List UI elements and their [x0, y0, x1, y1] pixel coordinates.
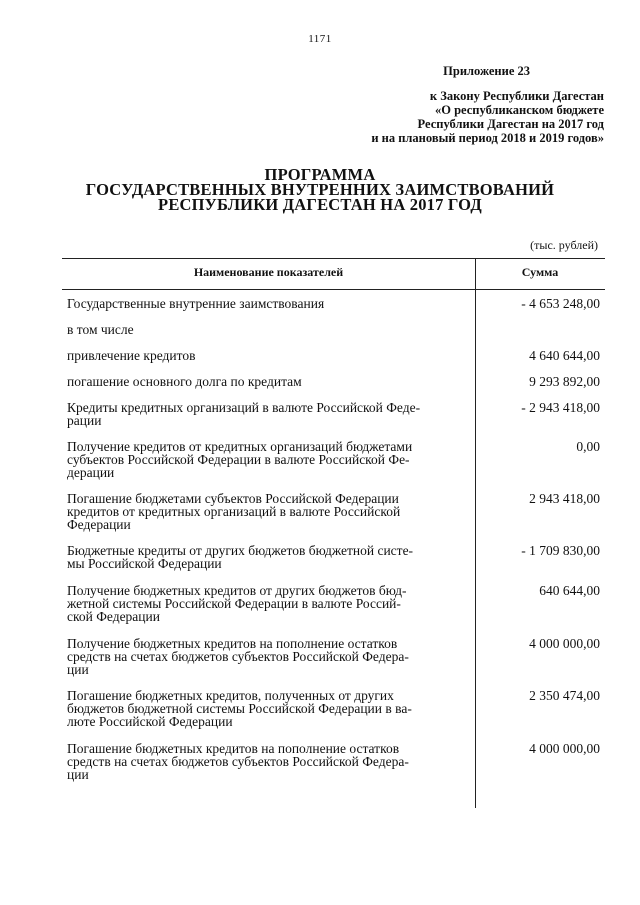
- annex-line: «О республиканском бюджете: [435, 103, 604, 117]
- row-label: Получение кредитов от кредитных организаций бюджетами субъектов Российской Федерации в валюте Российской Фе- дерации: [67, 439, 413, 480]
- row-label: Кредиты кредитных организаций в валюте Российской Феде- рации: [67, 400, 421, 428]
- annex-line: Республики Дагестан на 2017 год: [417, 117, 604, 131]
- annex-title: Приложение 23: [443, 64, 530, 78]
- row-value: - 2 943 418,00: [521, 400, 600, 415]
- row-value: 0,00: [576, 439, 600, 454]
- table-column-divider: [475, 258, 476, 808]
- annex-block: [371, 64, 604, 145]
- annex-line: и на плановый период 2018 и 2019 годов»: [371, 131, 604, 145]
- row-value: 2 943 418,00: [529, 491, 600, 506]
- column-header-sum: Сумма: [521, 265, 559, 279]
- row-label: Погашение бюджетных кредитов на пополнение остатков средств на счетах бюджетов субъектов Российской Федера- ции: [67, 741, 409, 782]
- row-label: Погашение бюджетами субъектов Российской Федерации кредитов от кредитных организаций в валюте Российской Федерации: [67, 491, 401, 532]
- row-value: - 1 709 830,00: [521, 543, 600, 558]
- table-header-border: [62, 289, 605, 290]
- row-value: 2 350 474,00: [529, 688, 600, 703]
- row-value: 4 640 644,00: [529, 348, 600, 363]
- units-label: (тыс. рублей): [530, 238, 598, 252]
- program-title: [0, 167, 640, 212]
- row-label: привлечение кредитов: [67, 348, 196, 363]
- row-label: Получение бюджетных кредитов на пополнение остатков средств на счетах бюджетов субъектов Российской Федера- ции: [67, 636, 409, 677]
- row-label: Государственные внутренние заимствования: [67, 296, 325, 311]
- row-value: 4 000 000,00: [529, 741, 600, 756]
- row-value: - 4 653 248,00: [521, 296, 600, 311]
- page-number: 1171: [308, 33, 332, 45]
- row-label: Бюджетные кредиты от других бюджетов бюджетной систе- мы Российской Федерации: [67, 543, 414, 571]
- program-title-line: ГОСУДАРСТВЕННЫХ ВНУТРЕННИХ ЗАИМСТВОВАНИЙ: [85, 180, 555, 199]
- program-title-line: ПРОГРАММА: [264, 165, 376, 184]
- row-label: Получение бюджетных кредитов от других бюджетов бюд- жетной системы Российской Федерации в валюте Россий- ской Федерации: [67, 583, 407, 624]
- row-label: погашение основного долга по кредитам: [67, 374, 302, 389]
- program-title-line: РЕСПУБЛИКИ ДАГЕСТАН НА 2017 ГОД: [158, 195, 482, 214]
- table-top-border: [62, 258, 605, 259]
- row-value: 640 644,00: [539, 583, 600, 598]
- row-label: в том числе: [67, 322, 134, 337]
- column-header-name: Наименование показателей: [193, 265, 344, 279]
- annex-line: к Закону Республики Дагестан: [429, 89, 604, 103]
- row-value: 9 293 892,00: [529, 374, 600, 389]
- row-value: 4 000 000,00: [529, 636, 600, 651]
- row-label: Погашение бюджетных кредитов, полученных от других бюджетов бюджетной системы Российской Федерации в ва- люте Российской Федерации: [67, 688, 412, 729]
